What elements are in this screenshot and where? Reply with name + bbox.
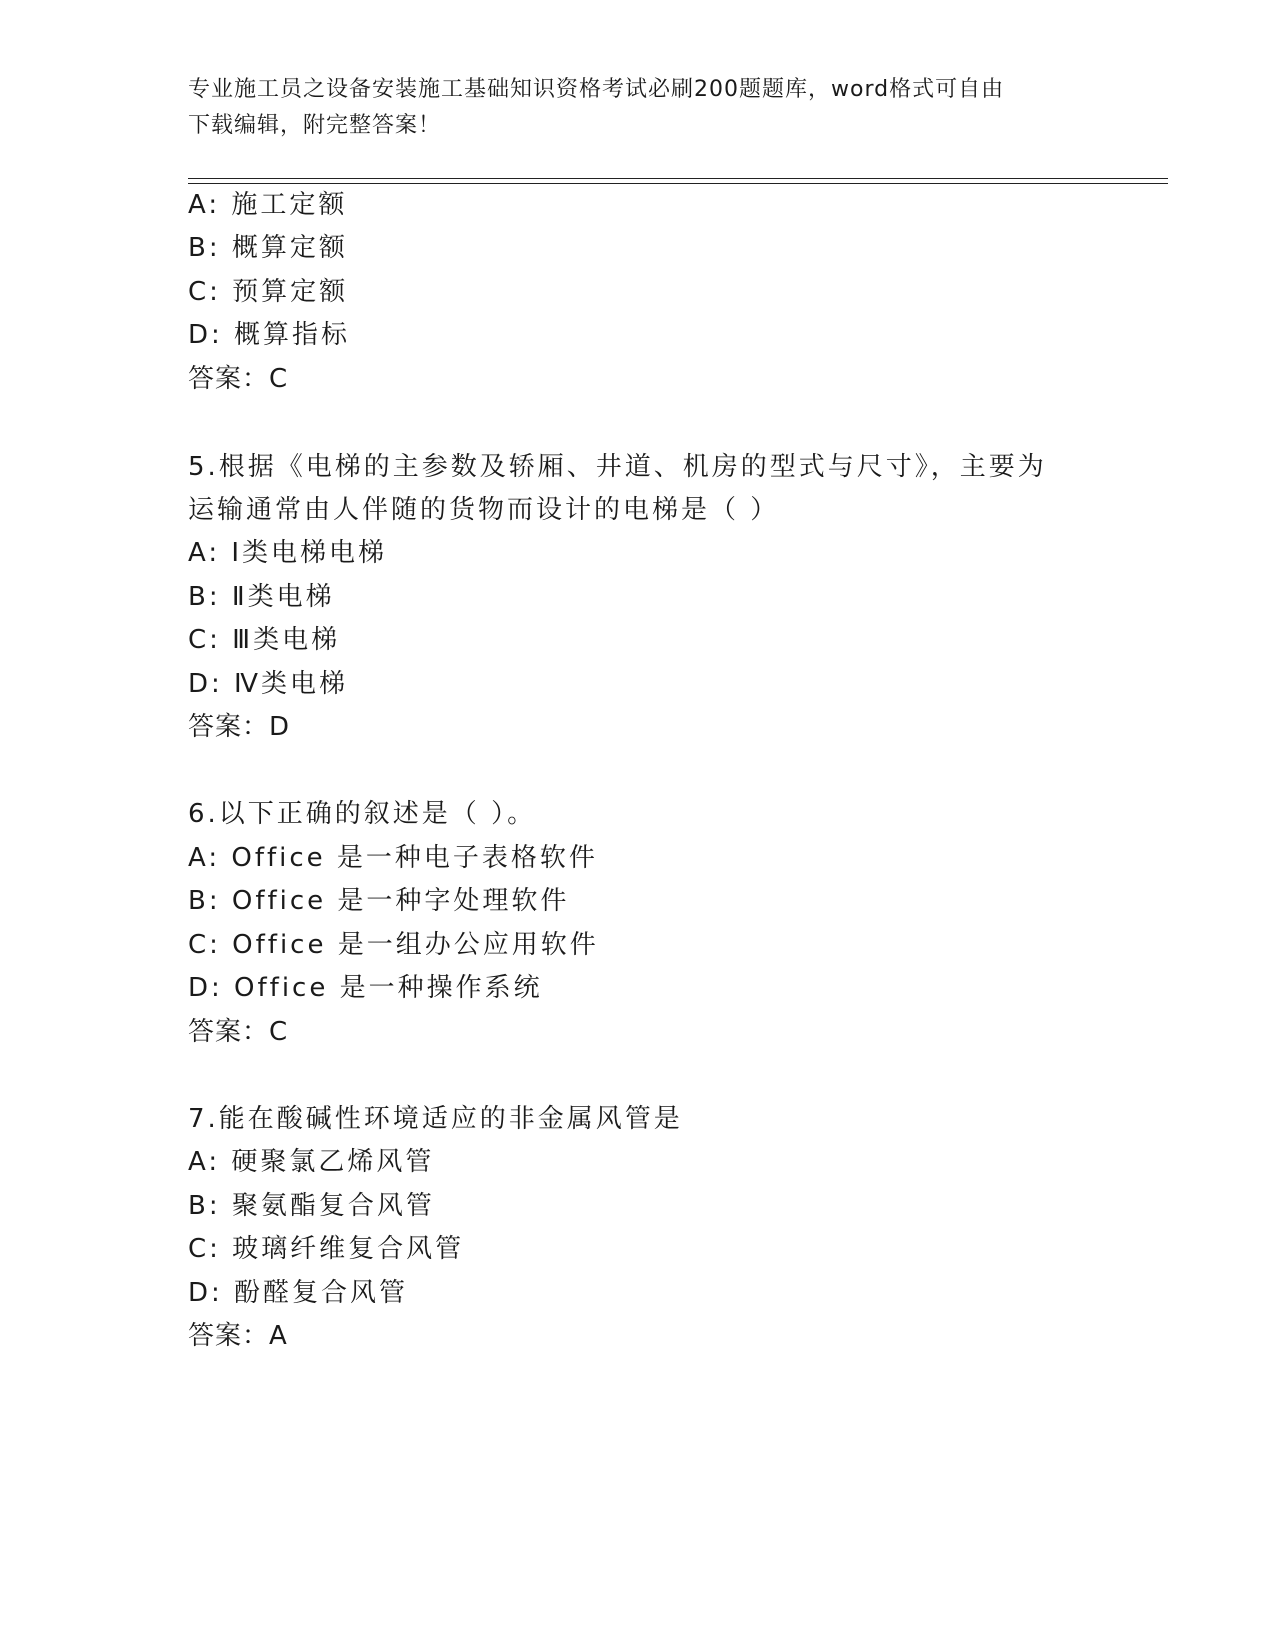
document-header	[188, 72, 1068, 144]
q5-option-a: A: Ⅰ类电梯电梯	[188, 538, 388, 568]
q7-option-d: D: 酚醛复合风管	[188, 1278, 409, 1308]
q4-option-b: B: 概算定额	[188, 233, 348, 263]
q7-option-b: B: 聚氨酯复合风管	[188, 1191, 435, 1221]
q7-option-a: A: 硬聚氯乙烯风管	[188, 1147, 435, 1177]
q6-stem: 6.以下正确的叙述是（ ）。	[188, 799, 537, 829]
q7-stem: 7.能在酸碱性环境适应的非金属风管是	[188, 1104, 683, 1134]
q4-answer: 答案：C	[188, 364, 289, 394]
q7-option-c: C: 玻璃纤维复合风管	[188, 1234, 465, 1264]
header-divider-top	[188, 178, 1168, 179]
q6-option-d: D: Office 是一种操作系统	[188, 973, 543, 1003]
q4-option-a: A: 施工定额	[188, 190, 348, 220]
q5-option-b: B: Ⅱ类电梯	[188, 582, 335, 612]
header-line-2: 下载编辑，附完整答案！	[188, 113, 442, 138]
q6-answer: 答案：C	[188, 1017, 289, 1047]
q7-answer: 答案：A	[188, 1321, 288, 1351]
q5-option-c: C: Ⅲ类电梯	[188, 625, 341, 655]
header-divider-bottom	[188, 183, 1168, 184]
q5-answer: 答案：D	[188, 712, 291, 742]
q5-stem-line-2: 运输通常由人伴随的货物而设计的电梯是（ ）	[188, 495, 780, 525]
q5-option-d: D: Ⅳ类电梯	[188, 669, 349, 699]
q4-option-d: D: 概算指标	[188, 320, 351, 350]
q6-option-a: A: Office 是一种电子表格软件	[188, 843, 598, 873]
q5-stem-line-1: 5.根据《电梯的主参数及轿厢、井道、机房的型式与尺寸》，主要为	[188, 452, 1047, 482]
q6-option-c: C: Office 是一组办公应用软件	[188, 930, 599, 960]
q6-option-b: B: Office 是一种字处理软件	[188, 886, 570, 916]
header-line-1: 专业施工员之设备安装施工基础知识资格考试必刷200题题库，word格式可自由	[188, 77, 1005, 102]
q4-option-c: C: 预算定额	[188, 277, 349, 307]
